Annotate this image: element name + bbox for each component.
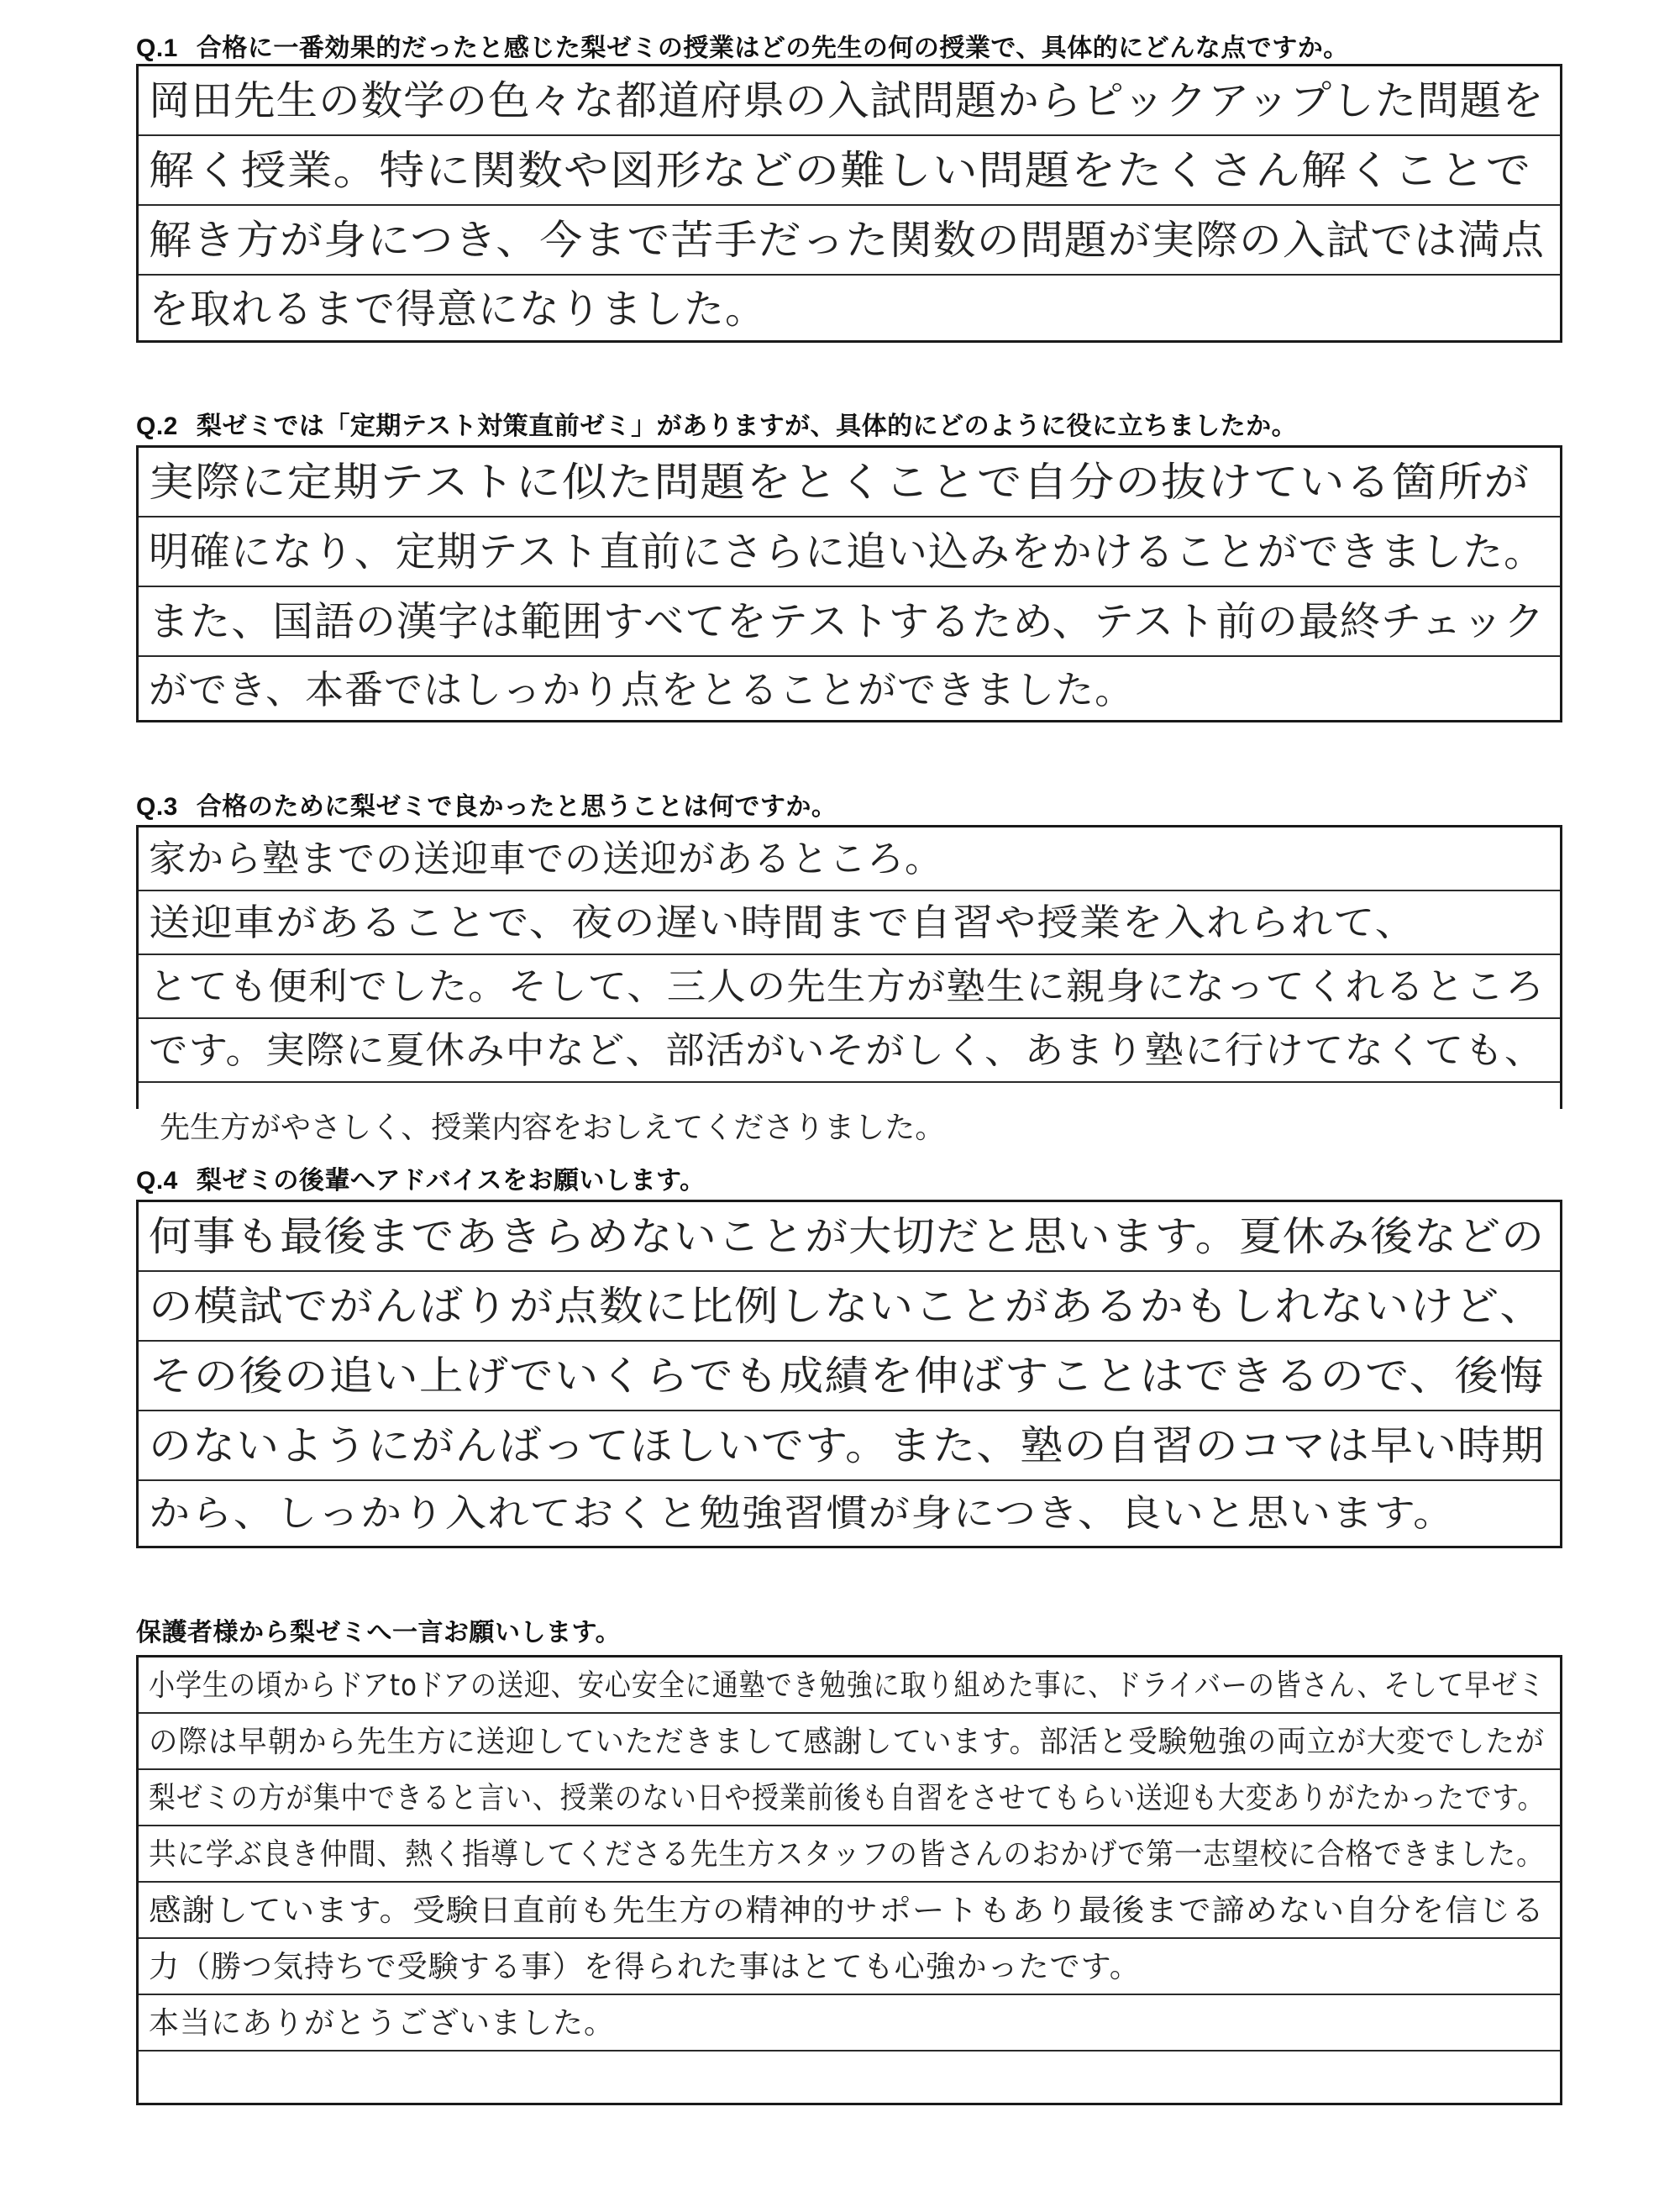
parent-line (139, 2052, 1560, 2103)
parent-line: 力（勝つ気持ちで受験する事）を得られた事はとても心強かったです。 (139, 1939, 1560, 1995)
q2-line: また、国語の漢字は範囲すべてをテストするため、テスト前の最終チェック (139, 587, 1560, 657)
q4-line: のないようにがんばってほしいです。また、塾の自習のコマは早い時期 (139, 1411, 1560, 1481)
q1-heading (136, 27, 1349, 64)
q1-line: を取れるまで得意になりました。 (149, 286, 767, 333)
q1-title: 合格に一番効果的だったと感じた梨ゼミの授業はどの先生の何の授業で、具体的にどんな点ですか。 (196, 34, 1349, 62)
q2-answer-box (136, 445, 1562, 722)
q1-line: 解き方が身につき、今まで苦手だった関数の問題が実際の入試では満点 (139, 206, 1560, 276)
q4-heading (136, 1159, 706, 1196)
q4-line: 何事も最後まであきらめないことが大切だと思います。夏休み後などの (139, 1202, 1560, 1272)
parent-line: 本当にありがとうございました。 (139, 1995, 1560, 2052)
parent-title: 保護者様から梨ゼミへ一言お願いします。 (136, 1619, 622, 1647)
q3-heading (136, 785, 837, 822)
parent-line: の際は早朝から先生方に送迎していただきまして感謝しています。部活と受験勉強の両立が大変でしたが (139, 1714, 1560, 1770)
parent-line: 共に学ぶ良き仲間、熱く指導してくださる先生方スタッフの皆さんのおかげで第一志望校に合格できました。 (139, 1826, 1560, 1883)
parent-line: 梨ゼミの方が集中できると言い、授業のない日や授業前後も自習をさせてもらい送迎も大変ありがたかったです。 (139, 1770, 1560, 1826)
q2-line: 実際に定期テストに似た問題をとくことで自分の抜けている箇所が (139, 448, 1560, 517)
q1-line: 岡田先生の数学の色々な都道府県の入試問題からピックアップした問題を (139, 66, 1560, 136)
q2-title: 梨ゼミでは「定期テスト対策直前ゼミ」がありますが、具体的にどのように役に立ちましたか。 (196, 412, 1298, 440)
q4-line: の模試でがんばりが点数に比例しないことがあるかもしれないけど、 (139, 1272, 1560, 1342)
q3-overflow-line: 先生方がやさしく、授業内容をおしえてくださりました。 (160, 1111, 946, 1145)
q3-number: Q.3 (136, 793, 178, 821)
q2-number: Q.2 (136, 412, 178, 440)
q2-heading (136, 405, 1297, 442)
parent-answer-box (136, 1655, 1562, 2105)
q4-number: Q.4 (136, 1167, 178, 1195)
q3-line: 家から塾までの送迎車での送迎があるところ。 (139, 827, 1560, 891)
parent-line: 小学生の頃からドアtoドアの送迎、安心安全に通塾でき勉強に取り組めた事に、ドライバーの皆さん、そして早ゼミ (139, 1658, 1560, 1714)
q2-line: 明確になり、定期テスト直前にさらに追い込みをかけることができました。 (139, 517, 1560, 587)
q4-title: 梨ゼミの後輩へアドバイスをお願いします。 (196, 1167, 706, 1195)
parent-heading (136, 1611, 621, 1648)
q4-line: その後の追い上げでいくらでも成績を伸ばすことはできるので、後悔 (139, 1342, 1560, 1411)
q1-answer-box (136, 64, 1562, 343)
q4-answer-box (136, 1200, 1562, 1548)
parent-line: 感謝しています。受験日直前も先生方の精神的サポートもあり最後まで諦めない自分を信じる (139, 1883, 1560, 1939)
q2-line: ができ、本番ではしっかり点をとることができました。 (149, 667, 1135, 712)
q3-answer-box (136, 825, 1562, 1109)
q4-line: から、しっかり入れておくと勉強習慣が身につき、良いと思います。 (149, 1492, 1456, 1535)
q1-line: 解く授業。特に関数や図形などの難しい問題をたくさん解くことで (139, 136, 1560, 206)
q1-number: Q.1 (136, 34, 178, 62)
q3-line: です。実際に夏休み中など、部活がいそがしく、あまり塾に行けてなくても、 (139, 1019, 1560, 1083)
q3-title: 合格のために梨ゼミで良かったと思うことは何ですか。 (196, 793, 837, 821)
q3-line: 送迎車があることで、夜の遅い時間まで自習や授業を入れられて、 (139, 891, 1560, 955)
q3-line: とても便利でした。そして、三人の先生方が塾生に親身になってくれるところ (139, 955, 1560, 1019)
